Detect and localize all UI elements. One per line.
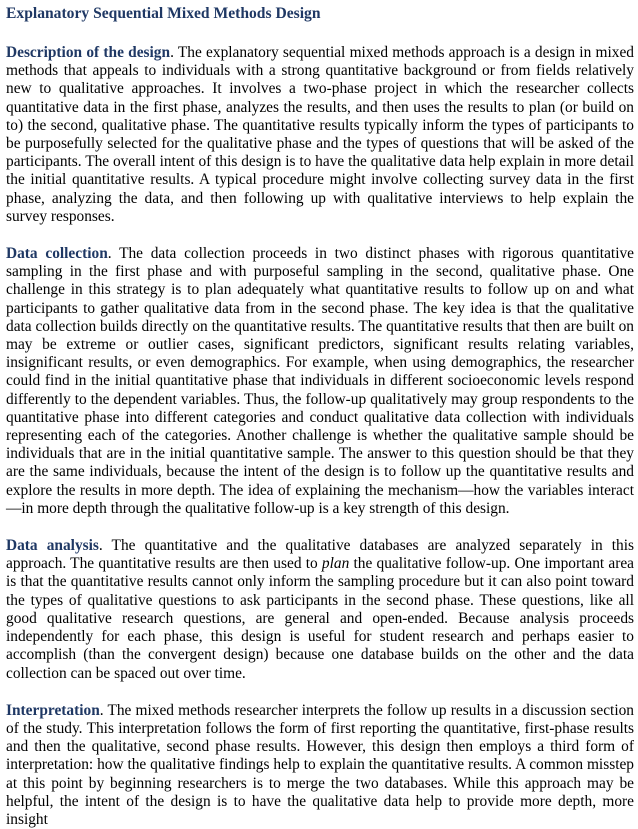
document-page — [6, 4, 634, 829]
section-description-of-design — [6, 44, 634, 226]
section-data-collection — [6, 245, 634, 518]
section-body: . The quantitative and the qualitative databases are analyzed separately in this approach. The quantitative results are then used to — [6, 537, 635, 573]
section-body-continued: the qualitative follow-up. One important area is that the quantitative results cannot only inform the sampling procedure but it can also point toward the types of qualitative questions to ask participants in the second phase. These questions, like all good qualitative research questions, are general and open-ended. Because analysis proceeds independently for each phase, this design is useful for student research and perhaps easier to accomplish (than the convergent design) because one database builds on the other and the data collection can be spaced out over time. — [6, 555, 634, 682]
section-heading: Data analysis — [6, 537, 99, 555]
document-title: Explanatory Sequential Mixed Methods Design — [6, 5, 321, 22]
section-heading: Interpretation — [6, 701, 100, 719]
section-data-analysis — [6, 537, 634, 683]
section-body: . The mixed methods researcher interprets the follow up results in a discussion section of the study. This interpretation follows the form of first reporting the quantitative, first-phase results and then the qualitative, second phase results. However, this design then employs a third form of interpretation: how the qualitative findings help to explain the quantitative results. A common misstep at this point by beginning researchers is to merge the two databases. While this approach may be helpful, the intent of the design is to have the qualitative data help to provide more depth, more insight — [6, 701, 634, 828]
emphasized-word: plan — [321, 555, 350, 573]
section-body: . The data collection proceeds in two distinct phases with rigorous quantitative sampling in the first phase and with purposeful sampling in the second, qualitative phase. One challenge in this strategy is to plan adequately what quantitative results to follow up on and what participants to gather qualitative data from in the second phase. The key idea is that the qualitative data collection builds directly on the quantitative results. The quantitative results that then are built on may be extreme or outlier cases, significant predictors, significant results relating variables, insignificant results, or even demographics. For example, when using demographics, the researcher could find in the initial quantitative phase that individuals in different socioeconomic levels respond differently to the dependent variables. Thus, the follow-up qualitatively may group respondents to the quantitative phase into different categories and conduct qualitative data collection with individuals representing each of the categories. Another challenge is whether the qualitative sample should be individuals that are in the initial quantitative sample. The answer to this question should be that they are the same individuals, because the intent of the design is to follow up the quantitative results and explore the results in more depth. The idea of explaining the mechanism—how the variables interact —in more depth through the qualitative follow-up is a key strength of this design. — [6, 245, 635, 517]
section-heading: Data collection — [6, 245, 108, 263]
section-interpretation — [6, 702, 634, 829]
section-heading: Description of the design — [6, 44, 171, 61]
section-body: . The explanatory sequential mixed methods approach is a design in mixed methods that appeals to individuals with a strong quantitative background or from fields relatively new to qualitative approaches. It involves a two-phase project in which the researcher collects quantitative data in the first phase, analyzes the results, and then uses the results to plan (or build on to) the second, qualitative phase. The quantitative results typically inform the types of participants to be purposefully selected for the qualitative phase and the types of questions that will be asked of the participants. The overall intent of this design is to have the qualitative data help explain in more detail the initial quantitative results. A typical procedure might involve collecting survey data in the first phase, analyzing the data, and then following up with qualitative interviews to help explain the survey responses. — [6, 44, 634, 225]
